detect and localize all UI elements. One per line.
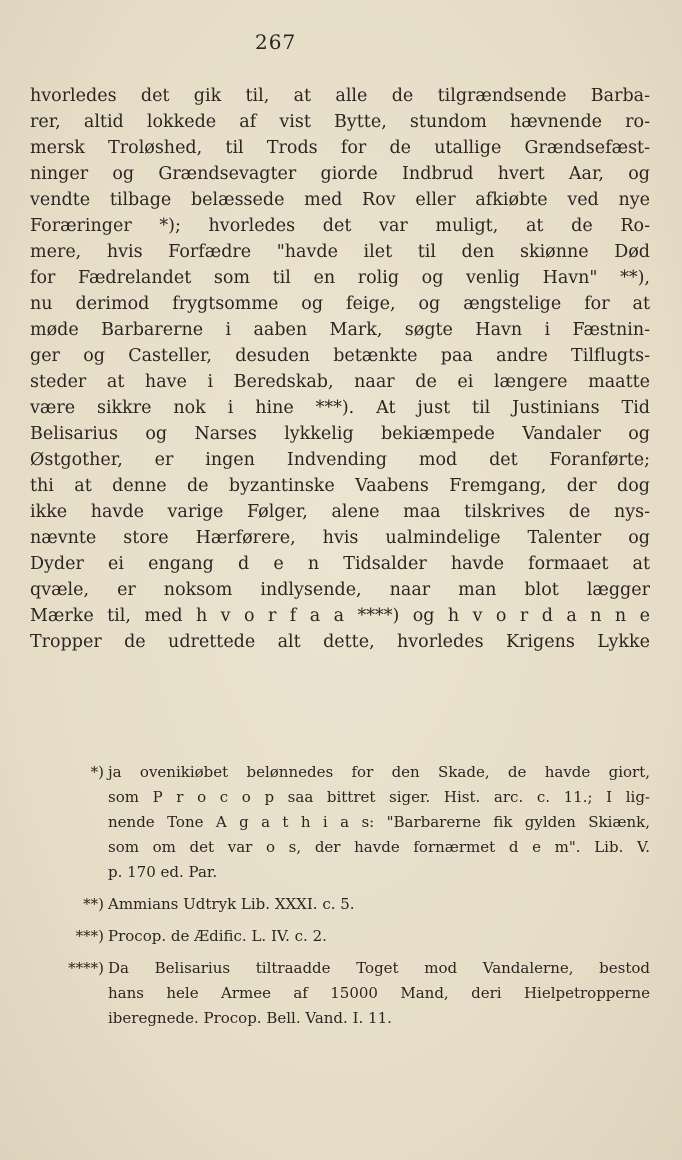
footnote-line: nende Tone A g a t h i a s: "Barbarerne fik gylden Skiænk,: [108, 813, 650, 831]
text-line: Østgother, er ingen Indvending mod det Foranførte;: [30, 450, 650, 470]
text-line: Dyder ei engang d e n Tidsalder havde formaaet at: [30, 554, 650, 574]
footnote-marker: *): [90, 763, 104, 781]
text-line: nu derimod frygtsomme og feige, og ængstelige for at: [30, 294, 650, 314]
text-line: ninger og Grændsevagter giorde Indbrud hvert Aar, og: [30, 164, 650, 184]
footnote-marker: **): [83, 895, 104, 913]
footnote-line: Procop. de Ædific. L. IV. c. 2.: [108, 927, 327, 945]
text-line: ger og Castеller, desuden betænkte paa andre Tilflugts-: [30, 346, 650, 366]
text-line: rer, altid lokkede af vist Bytte, stundom hævnende ro-: [30, 112, 650, 132]
text-line: hvorledes det gik til, at alle de tilgrændsende Barba-: [30, 86, 650, 106]
text-line: vendte tilbage belæssede med Rov eller afkiøbte ved nye: [30, 190, 650, 210]
footnote: [20, 760, 650, 885]
footnote-marker: ***): [75, 927, 104, 945]
text-line: Belisarius og Narses lykkelig bekiæmpede Vandaler og: [30, 424, 650, 444]
footnote-line: som om det var o s, der havde fornærmet d e m". Lib. V.: [108, 838, 650, 856]
text-line: Foræringer *); hvorledes det var muligt, at de Ro-: [30, 216, 650, 236]
text-line: thi at denne de byzantinske Vaabens Fremgang, der dog: [30, 476, 650, 496]
footnote: [20, 892, 650, 917]
footnotes: [20, 760, 650, 1038]
footnote-marker: ****): [68, 959, 104, 977]
footnote-line: Ammians Udtryk Lib. XXXI. c. 5.: [108, 895, 355, 913]
footnote: [20, 956, 650, 1031]
text-line: mersk Troløshed, til Trods for de utallige Grændsefæst-: [30, 138, 650, 158]
footnote-line: iberegnede. Procop. Bell. Vand. I. 11.: [108, 1009, 392, 1027]
text-line: Mærke til, med h v o r f a a ****) og h v o r d a n n e: [30, 606, 650, 626]
main-text: [30, 83, 650, 655]
footnote-line: Da Belisarius tiltraadde Toget mod Vandalerne, bestod: [108, 959, 650, 977]
text-line: mere, hvis Forfædre "havde ilet til den skiønne Død: [30, 242, 650, 262]
text-line: møde Barbarerne i aaben Mark, søgte Havn i Fæstnin-: [30, 320, 650, 340]
text-line: Tropper de udrettede alt dette, hvorledes Krigens Lykke: [30, 632, 650, 652]
text-line: være sikkre nok i hine ***). At just til Justinians Tid: [30, 398, 650, 418]
footnote-line: p. 170 ed. Par.: [108, 863, 218, 881]
text-line: nævnte store Hærførere, hvis ualmindelige Talenter og: [30, 528, 650, 548]
footnote: [20, 924, 650, 949]
page-number: 267: [255, 30, 297, 54]
text-line: qvæle, er noksom indlysende, naar man blot lægger: [30, 580, 650, 600]
footnote-line: hans hele Armee af 15000 Mand, deri Hielpetropperne: [108, 984, 650, 1002]
text-line: steder at have i Beredskab, naar de ei længere maatte: [30, 372, 650, 392]
text-line: for Fædrelandet som til en rolig og venlig Havn" **),: [30, 268, 650, 288]
text-line: ikke havde varige Følger, alene maa tilskrives de nys-: [30, 502, 650, 522]
footnote-line: ja ovenikiøbet belønnedes for den Skade, de havde giort,: [108, 763, 650, 781]
footnote-line: som P r o c o p saa bittret siger. Hist. arc. c. 11.; I lig-: [108, 788, 650, 806]
